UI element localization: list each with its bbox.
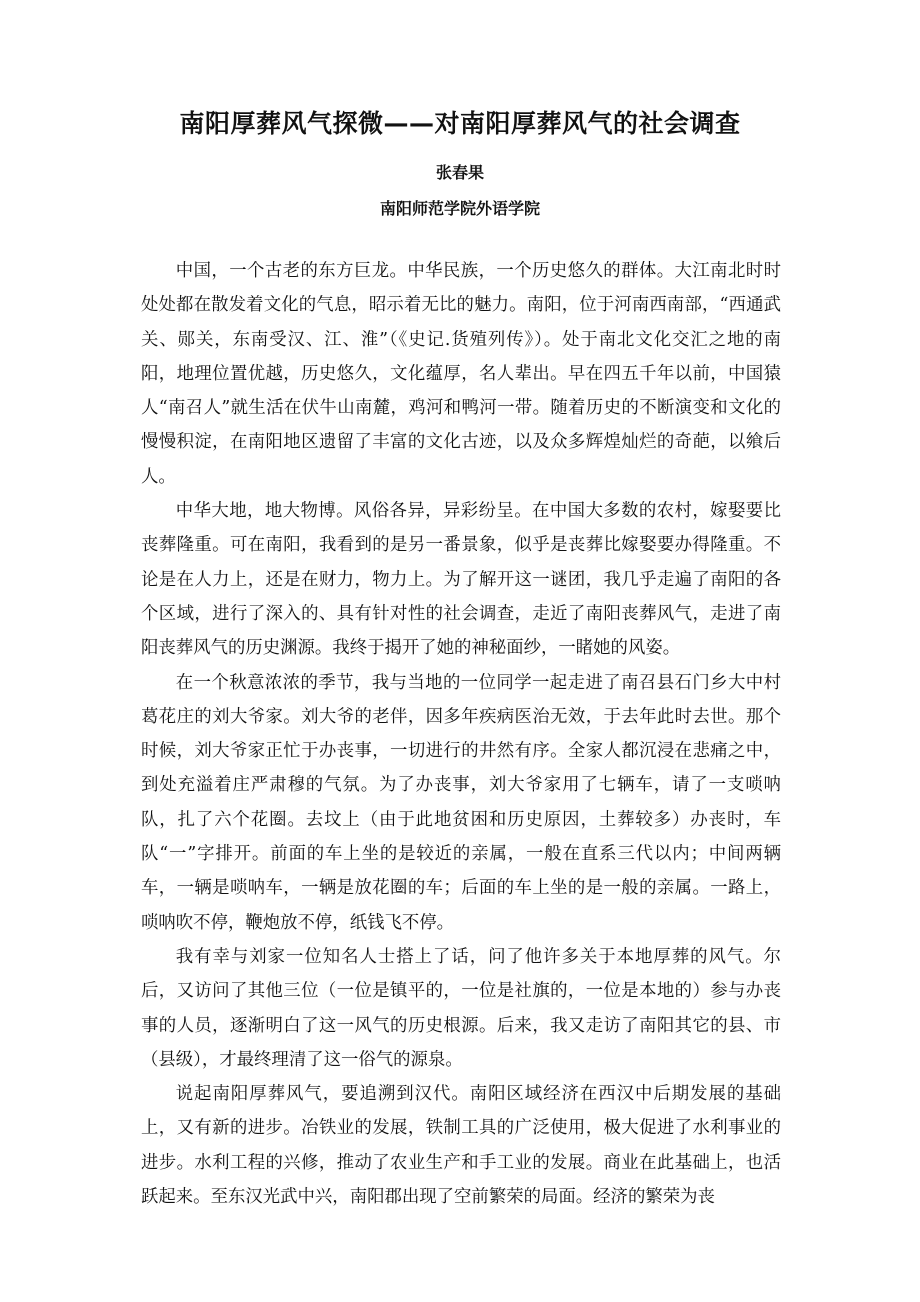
author-name: 张春果 [435, 163, 484, 182]
body-paragraph: 在一个秋意浓浓的季节，我与当地的一位同学一起走进了南召县石门乡大中村葛花庄的刘大爷家。刘大爷的老伴，因多年疾病医治无效，于去年此时去世。那个时候，刘大爷家正忙于办丧事，一切进行的井然有序。全家人都沉浸在悲痛之中，到处充溢着庄严肃穆的气氛。为了办丧事，刘大爷家用了七辆车，请了一支唢呐队，扎了六个花圈。去坟上（由于此地贫困和历史原因，土葬较多）办丧时，车队“一”字排开。前面的车上坐的是较近的亲属，一般在直系三代以内；中间两辆车，一辆是唢呐车，一辆是放花圈的车；后面的车上坐的是一般的亲属。一路上，唢呐吹不停，鞭炮放不停，纸钱飞不停。 [141, 672, 781, 933]
author-affiliation: 南阳师范学院外语学院 [379, 199, 540, 218]
body-paragraph: 我有幸与刘家一位知名人士搭上了话，问了他许多关于本地厚葬的风气。尔后，又访问了其他三位（一位是镇平的，一位是社旗的，一位是本地的）参与办丧事的人员，逐渐明白了这一风气的历史根源。后来，我又走访了南阳其它的县、市（县级），才最终理清了这一俗气的源泉。 [141, 946, 781, 1070]
body-paragraph: 说起南阳厚葬风气，要追溯到汉代。南阳区域经济在西汉中后期发展的基础上，又有新的进步。冶铁业的发展，铁制工具的广泛使用，极大促进了水利事业的进步。水利工程的兴修，推动了农业生产和手工业的发展。商业在此基础上，也活跃起来。至东汉光武中兴，南阳郡出现了空前繁荣的局面。经济的繁荣为丧 [141, 1084, 781, 1208]
document-title: 南阳厚葬风气探微——对南阳厚葬风气的社会调查 [179, 109, 741, 138]
document-body [141, 254, 781, 1214]
body-paragraph: 中国，一个古老的东方巨龙。中华民族，一个历史悠久的群体。大江南北时时处处都在散发着文化的气息，昭示着无比的魅力。南阳，位于河南西南部，“西通武关、郧关，东南受汉、江、淮”（《史记.货殖列传》）。处于南北文化交汇之地的南阳，地理位置优越，历史悠久，文化蕴厚，名人辈出。早在四五千年以前，中国猿人“南召人”就生活在伏牛山南麓，鸡河和鸭河一带。随着历史的不断演变和文化的慢慢积淀，在南阳地区遗留了丰富的文化古迹，以及众多辉煌灿烂的奇葩，以飨后人。 [141, 261, 781, 487]
body-paragraph: 中华大地，地大物博。风俗各异，异彩纷呈。在中国大多数的农村，嫁娶要比丧葬隆重。可在南阳，我看到的是另一番景象，似乎是丧葬比嫁娶要办得隆重。不论是在人力上，还是在财力，物力上。为了解开这一谜团，我几乎走遍了南阳的各个区域，进行了深入的、具有针对性的社会调查，走近了南阳丧葬风气，走进了南阳丧葬风气的历史渊源。我终于揭开了她的神秘面纱，一睹她的风姿。 [141, 501, 781, 659]
